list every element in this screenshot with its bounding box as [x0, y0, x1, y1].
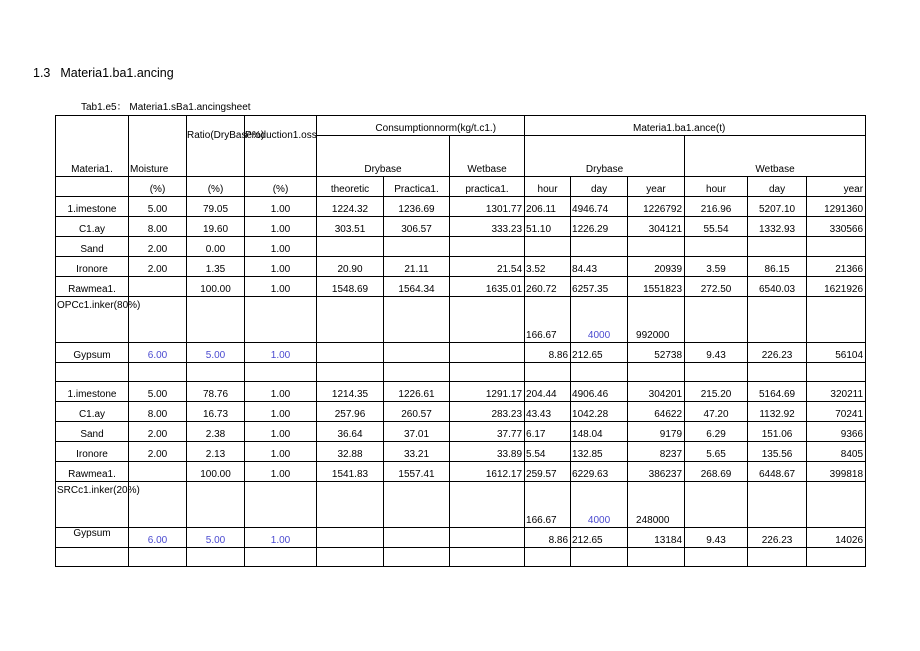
- value-cell: 9366: [807, 422, 866, 442]
- value-cell: 84.43: [571, 257, 628, 277]
- material-name-cell: Gypsum: [56, 343, 129, 363]
- value-cell: 6.17: [525, 422, 571, 442]
- value-cell: [129, 462, 187, 482]
- value-cell: 56104: [807, 343, 866, 363]
- value-cell: 1214.35: [317, 382, 384, 402]
- empty-cell: [129, 548, 187, 567]
- value-cell: 5.00: [187, 343, 245, 363]
- value-cell: [450, 237, 525, 257]
- header-row-1: [56, 116, 866, 136]
- value-cell: 1541.83: [317, 462, 384, 482]
- value-cell: 248000: [628, 482, 685, 528]
- value-cell: [685, 237, 748, 257]
- value-cell: 21.54: [450, 257, 525, 277]
- value-cell: 6540.03: [748, 277, 807, 297]
- empty-cell: [245, 548, 317, 567]
- value-cell: 1226.61: [384, 382, 450, 402]
- value-cell: 226.23: [748, 343, 807, 363]
- value-cell: 399818: [807, 462, 866, 482]
- value-cell: [317, 237, 384, 257]
- value-cell: 9.43: [685, 343, 748, 363]
- value-cell: 2.13: [187, 442, 245, 462]
- gypsum-row: [56, 528, 866, 548]
- clinker-name-cell: OPCc1.inker(80%): [56, 297, 129, 343]
- value-cell: [807, 237, 866, 257]
- header-balance-group: Materia1.ba1.ance(t): [525, 116, 866, 136]
- value-cell: 6.00: [129, 528, 187, 548]
- empty-cell: [245, 297, 317, 343]
- value-cell: 1621926: [807, 277, 866, 297]
- value-cell: 1635.01: [450, 277, 525, 297]
- value-cell: 4000: [571, 482, 628, 528]
- value-cell: 260.72: [525, 277, 571, 297]
- material-balancing-table: [55, 115, 866, 567]
- value-cell: 2.38: [187, 422, 245, 442]
- value-cell: 148.04: [571, 422, 628, 442]
- value-cell: 36.64: [317, 422, 384, 442]
- value-cell: 14026: [807, 528, 866, 548]
- value-cell: 55.54: [685, 217, 748, 237]
- value-cell: [129, 277, 187, 297]
- table-row: [56, 217, 866, 237]
- unit-cell: day: [571, 177, 628, 197]
- empty-cell: [317, 363, 384, 382]
- value-cell: 1.00: [245, 528, 317, 548]
- empty-cell: [245, 363, 317, 382]
- material-name-cell: Sand: [56, 422, 129, 442]
- empty-cell: [525, 363, 571, 382]
- value-cell: 8405: [807, 442, 866, 462]
- value-cell: 212.65: [571, 528, 628, 548]
- value-cell: 333.23: [450, 217, 525, 237]
- value-cell: 9179: [628, 422, 685, 442]
- empty-cell: [685, 482, 748, 528]
- empty-cell: [685, 363, 748, 382]
- value-cell: 2.00: [129, 442, 187, 462]
- unit-cell: (%): [129, 177, 187, 197]
- table-row: [56, 382, 866, 402]
- value-cell: 6448.67: [748, 462, 807, 482]
- value-cell: 1564.34: [384, 277, 450, 297]
- material-name-cell: Gypsum: [56, 528, 129, 548]
- value-cell: 283.23: [450, 402, 525, 422]
- value-cell: 268.69: [685, 462, 748, 482]
- value-cell: 320211: [807, 382, 866, 402]
- value-cell: 206.11: [525, 197, 571, 217]
- value-cell: 8237: [628, 442, 685, 462]
- value-cell: 272.50: [685, 277, 748, 297]
- empty-cell: [525, 548, 571, 567]
- empty-cell: [384, 482, 450, 528]
- table-row: [56, 277, 866, 297]
- empty-cell: [129, 363, 187, 382]
- value-cell: 1.00: [245, 217, 317, 237]
- empty-cell: [384, 343, 450, 363]
- empty-cell: [628, 548, 685, 567]
- value-cell: 1.35: [187, 257, 245, 277]
- value-cell: [525, 237, 571, 257]
- value-cell: 9.43: [685, 528, 748, 548]
- header-wetbase: Wetbase: [450, 136, 525, 177]
- value-cell: 100.00: [187, 277, 245, 297]
- value-cell: 1236.69: [384, 197, 450, 217]
- value-cell: 1.00: [245, 277, 317, 297]
- empty-cell: [317, 528, 384, 548]
- value-cell: 52738: [628, 343, 685, 363]
- value-cell: 1557.41: [384, 462, 450, 482]
- material-name-cell: 1.imestone: [56, 382, 129, 402]
- material-name-cell: Rawmea1.: [56, 462, 129, 482]
- empty-cell: [384, 297, 450, 343]
- header-balance-drybase: Drybase: [525, 136, 685, 177]
- value-cell: 13184: [628, 528, 685, 548]
- unit-cell: day: [748, 177, 807, 197]
- table-row: [56, 197, 866, 217]
- section-number: 1.3: [33, 66, 51, 80]
- value-cell: 8.86: [525, 528, 571, 548]
- value-cell: 64622: [628, 402, 685, 422]
- value-cell: 6257.35: [571, 277, 628, 297]
- table-row: [56, 422, 866, 442]
- value-cell: 5207.10: [748, 197, 807, 217]
- value-cell: 304201: [628, 382, 685, 402]
- header-balance-wetbase: Wetbase: [685, 136, 866, 177]
- empty-cell: [384, 548, 450, 567]
- header-ratio: Ratio(DryBase%): [187, 116, 245, 177]
- value-cell: 2.00: [129, 422, 187, 442]
- value-cell: 6.29: [685, 422, 748, 442]
- value-cell: [571, 237, 628, 257]
- section-title: Materia1.ba1.ancing: [60, 66, 174, 80]
- value-cell: 16.73: [187, 402, 245, 422]
- value-cell: 135.56: [748, 442, 807, 462]
- value-cell: 19.60: [187, 217, 245, 237]
- material-name-cell: Rawmea1.: [56, 277, 129, 297]
- empty-cell: [807, 482, 866, 528]
- value-cell: 1224.32: [317, 197, 384, 217]
- empty-cell: [685, 548, 748, 567]
- unit-cell: hour: [525, 177, 571, 197]
- value-cell: 4000: [571, 297, 628, 343]
- value-cell: 1.00: [245, 422, 317, 442]
- value-cell: 70241: [807, 402, 866, 422]
- value-cell: 2.00: [129, 257, 187, 277]
- empty-cell: [450, 297, 525, 343]
- material-name-cell: Ironore: [56, 257, 129, 277]
- value-cell: 1.00: [245, 343, 317, 363]
- empty-cell: [317, 548, 384, 567]
- value-cell: 260.57: [384, 402, 450, 422]
- value-cell: 5.00: [187, 528, 245, 548]
- value-cell: 303.51: [317, 217, 384, 237]
- table-row: [56, 402, 866, 422]
- clinker-row: [56, 482, 866, 528]
- empty-cell: [245, 482, 317, 528]
- header-consumption-group: Consumptionnorm(kg/t.c1.): [317, 116, 525, 136]
- value-cell: 4946.74: [571, 197, 628, 217]
- value-cell: 1042.28: [571, 402, 628, 422]
- header-moisture: Moisture: [129, 116, 187, 177]
- empty-cell: [450, 343, 525, 363]
- value-cell: 216.96: [685, 197, 748, 217]
- material-name-cell: C1.ay: [56, 217, 129, 237]
- value-cell: 226.23: [748, 528, 807, 548]
- material-name-cell: 1.imestone: [56, 197, 129, 217]
- value-cell: [628, 237, 685, 257]
- value-cell: 5.00: [129, 382, 187, 402]
- unit-cell: year: [628, 177, 685, 197]
- table-row: [56, 257, 866, 277]
- empty-cell: [317, 297, 384, 343]
- empty-cell: [685, 297, 748, 343]
- value-cell: 37.77: [450, 422, 525, 442]
- value-cell: 132.85: [571, 442, 628, 462]
- value-cell: [384, 237, 450, 257]
- value-cell: 20939: [628, 257, 685, 277]
- clinker-row: [56, 297, 866, 343]
- units-row: [56, 177, 866, 197]
- value-cell: 1226.29: [571, 217, 628, 237]
- clinker-name-cell: SRCc1.inker(20%): [56, 482, 129, 528]
- unit-cell: theoretic: [317, 177, 384, 197]
- empty-cell: [187, 363, 245, 382]
- value-cell: 1332.93: [748, 217, 807, 237]
- unit-cell: Practica1.: [384, 177, 450, 197]
- value-cell: [748, 237, 807, 257]
- value-cell: 21.11: [384, 257, 450, 277]
- value-cell: 86.15: [748, 257, 807, 277]
- empty-cell: [384, 363, 450, 382]
- header-production-loss: Production1.oss: [245, 116, 317, 177]
- value-cell: 0.00: [187, 237, 245, 257]
- value-cell: 33.89: [450, 442, 525, 462]
- value-cell: 166.67: [525, 297, 571, 343]
- value-cell: 1.00: [245, 442, 317, 462]
- empty-cell: [384, 528, 450, 548]
- value-cell: 4906.46: [571, 382, 628, 402]
- value-cell: 78.76: [187, 382, 245, 402]
- value-cell: 51.10: [525, 217, 571, 237]
- unit-cell: practica1.: [450, 177, 525, 197]
- value-cell: 1132.92: [748, 402, 807, 422]
- empty-cell: [571, 363, 628, 382]
- empty-cell: [450, 363, 525, 382]
- empty-cell: [807, 297, 866, 343]
- value-cell: 1.00: [245, 237, 317, 257]
- value-cell: 204.44: [525, 382, 571, 402]
- blank-row: [56, 548, 866, 567]
- value-cell: 37.01: [384, 422, 450, 442]
- value-cell: 8.86: [525, 343, 571, 363]
- value-cell: 1226792: [628, 197, 685, 217]
- value-cell: 257.96: [317, 402, 384, 422]
- value-cell: 1551823: [628, 277, 685, 297]
- value-cell: 1.00: [245, 257, 317, 277]
- empty-cell: [56, 548, 129, 567]
- empty-cell: [450, 548, 525, 567]
- value-cell: 1.00: [245, 197, 317, 217]
- empty-cell: [56, 363, 129, 382]
- empty-cell: [187, 297, 245, 343]
- empty-cell: [748, 482, 807, 528]
- value-cell: 1612.17: [450, 462, 525, 482]
- value-cell: 6.00: [129, 343, 187, 363]
- value-cell: 79.05: [187, 197, 245, 217]
- unit-cell: (%): [187, 177, 245, 197]
- value-cell: 151.06: [748, 422, 807, 442]
- value-cell: 20.90: [317, 257, 384, 277]
- value-cell: 304121: [628, 217, 685, 237]
- blank-row: [56, 363, 866, 382]
- empty-cell: [317, 343, 384, 363]
- value-cell: 5164.69: [748, 382, 807, 402]
- value-cell: 215.20: [685, 382, 748, 402]
- value-cell: 1291360: [807, 197, 866, 217]
- empty-cell: [807, 548, 866, 567]
- empty-cell: [748, 548, 807, 567]
- value-cell: 5.00: [129, 197, 187, 217]
- header-material: Materia1.: [56, 116, 129, 177]
- table-row: [56, 442, 866, 462]
- value-cell: 306.57: [384, 217, 450, 237]
- table-caption: Tab1.e5： Materia1.sBa1.ancingsheet: [81, 102, 251, 113]
- empty-cell: [748, 297, 807, 343]
- value-cell: 259.57: [525, 462, 571, 482]
- unit-cell: hour: [685, 177, 748, 197]
- value-cell: 1301.77: [450, 197, 525, 217]
- material-name-cell: C1.ay: [56, 402, 129, 422]
- value-cell: 8.00: [129, 217, 187, 237]
- value-cell: 166.67: [525, 482, 571, 528]
- empty-cell: [317, 482, 384, 528]
- table-row: [56, 462, 866, 482]
- empty-cell: [187, 482, 245, 528]
- value-cell: 1.00: [245, 402, 317, 422]
- empty-cell: [628, 363, 685, 382]
- empty-cell: [450, 528, 525, 548]
- unit-cell: (%): [245, 177, 317, 197]
- value-cell: 2.00: [129, 237, 187, 257]
- empty-cell: [748, 363, 807, 382]
- empty-cell: [807, 363, 866, 382]
- header-drybase: Drybase: [317, 136, 450, 177]
- material-name-cell: Sand: [56, 237, 129, 257]
- value-cell: 5.54: [525, 442, 571, 462]
- value-cell: 386237: [628, 462, 685, 482]
- value-cell: 1.00: [245, 382, 317, 402]
- value-cell: 43.43: [525, 402, 571, 422]
- value-cell: 47.20: [685, 402, 748, 422]
- value-cell: 3.59: [685, 257, 748, 277]
- value-cell: 21366: [807, 257, 866, 277]
- empty-cell: [187, 548, 245, 567]
- material-name-cell: Ironore: [56, 442, 129, 462]
- gypsum-row: [56, 343, 866, 363]
- section-heading: [33, 66, 174, 80]
- units-blank: [56, 177, 129, 197]
- unit-cell: year: [807, 177, 866, 197]
- value-cell: 6229.63: [571, 462, 628, 482]
- value-cell: 32.88: [317, 442, 384, 462]
- value-cell: 3.52: [525, 257, 571, 277]
- empty-cell: [450, 482, 525, 528]
- value-cell: 330566: [807, 217, 866, 237]
- value-cell: 1.00: [245, 462, 317, 482]
- empty-cell: [571, 548, 628, 567]
- value-cell: 33.21: [384, 442, 450, 462]
- value-cell: 8.00: [129, 402, 187, 422]
- value-cell: 212.65: [571, 343, 628, 363]
- value-cell: 5.65: [685, 442, 748, 462]
- value-cell: 1291.17: [450, 382, 525, 402]
- value-cell: 100.00: [187, 462, 245, 482]
- value-cell: 992000: [628, 297, 685, 343]
- table-row: [56, 237, 866, 257]
- value-cell: 1548.69: [317, 277, 384, 297]
